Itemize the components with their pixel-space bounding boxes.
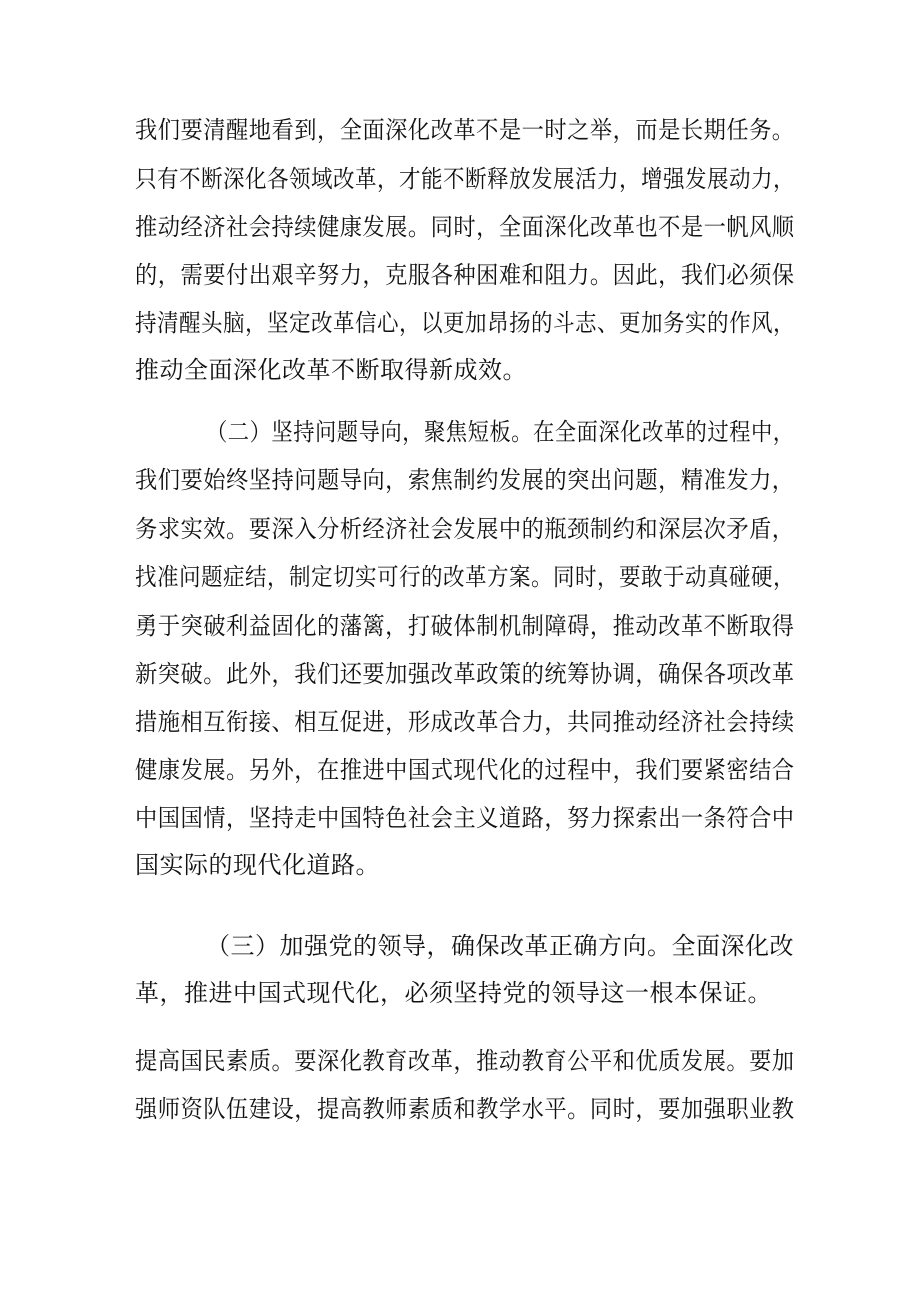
text-line: 推动全面深化改革不断取得新成效。 (135, 356, 527, 384)
text-line: 措施相互衔接、相互促进，形成改革合力，共同推动经济社会持续 (135, 708, 795, 736)
text-line: 推动经济社会持续健康发展。同时，全面深化改革也不是一帆风顺 (135, 213, 795, 241)
text-line: 健康发展。另外，在推进中国式现代化的过程中，我们要紧密结合 (135, 756, 795, 784)
text-line: 务求实效。要深入分析经济社会发展中的瓶颈制约和深层次矛盾， (135, 515, 795, 543)
text-line: 的，需要付出艰辛努力，克服各种困难和阻力。因此，我们必须保 (135, 261, 795, 289)
text-line: 我们要始终坚持问题导向，索焦制约发展的突出问题，精准发力， (135, 466, 795, 494)
text-line: 找准问题症结，制定切实可行的改革方案。同时，要敢于动真碰硬， (135, 563, 796, 591)
text-line: 只有不断深化各领域改革，才能不断释放发展活力，增强发展动力， (135, 165, 796, 193)
section-heading-line: （三）加强党的领导，确保改革正确方向。全面深化改 (206, 932, 794, 960)
text-line: 持清醒头脑，坚定改革信心，以更加昂扬的斗志、更加务实的作风， (135, 309, 796, 337)
text-line: 我们要清醒地看到，全面深化改革不是一时之举，而是长期任务。 (135, 116, 795, 144)
text-line: 提高国民素质。要深化教育改革，推动教育公平和优质发展。要加 (135, 1047, 795, 1075)
text-line: 国实际的现代化道路。 (135, 851, 380, 879)
section-heading-line: （二）坚持问题导向，聚焦短板。在全面深化改革的过程中， (206, 418, 795, 446)
text-line: 强师资队伍建设，提高教师素质和教学水平。同时，要加强职业教 (135, 1095, 795, 1123)
text-line: 勇于突破利益固化的藩篱，打破体制机制障碍，推动改革不断取得 (135, 612, 795, 640)
text-line: 新突破。此外，我们还要加强改革政策的统筹协调，确保各项改革 (135, 660, 795, 688)
text-line: 革，推进中国式现代化，必须坚持党的领导这一根本保证。 (135, 979, 772, 1007)
text-line: 中国国情，坚持走中国特色社会主义道路，努力探索出一条符合中 (135, 804, 795, 832)
